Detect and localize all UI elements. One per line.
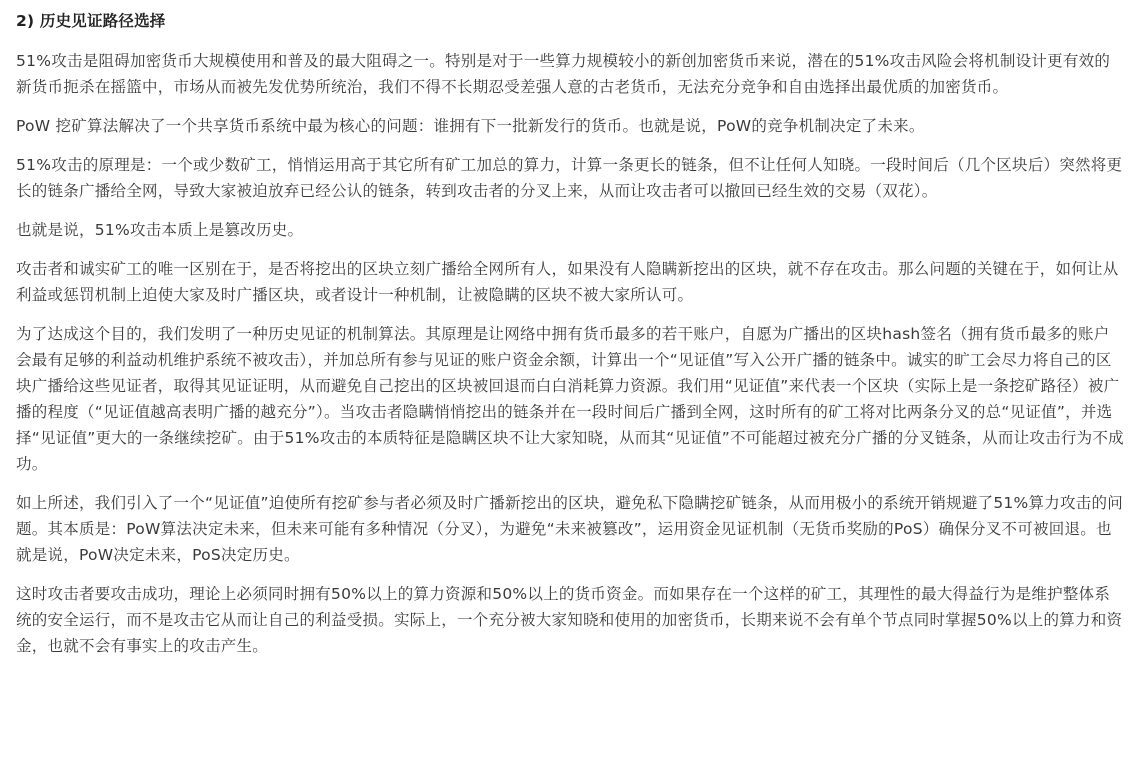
paragraph-witness-mechanism: 为了达成这个目的，我们发明了一种历史见证的机制算法。其原理是让网络中拥有货币最多的若干账户，自愿为广播出的区块hash签名（拥有货币最多的账户会最有足够的利益动机维护系统不被攻击），并加总所有参与见证的账户资金余额，计算出一个“见证值”写入公开广播的链条中。诚实的旷工会尽力将自己的区块广播给这些见证者，取得其见证证明，从而避免自己挖出的区块被回退而白白消耗算力资源。我们用“见证值”来代表一个区块（实际上是一条挖矿路径）被广播的程度（“见证值越高表明广播的越充分”）。当攻击者隐瞒悄悄挖出的链条并在一段时间后广播到全网，这时所有的矿工将对比两条分叉的总“见证值”，并选择“见证值”更大的一条继续挖矿。由于51%攻击的本质特征是隐瞒区块不让大家知晓，从而其“见证值”不可能超过被充分广播的分叉链条，从而让攻击行为不成功。 [16,325,1124,473]
paragraph-pow-decides-future: PoW 挖矿算法解决了一个共享货币系统中最为核心的问题：谁拥有下一批新发行的货币。也就是说，PoW的竞争机制决定了未来。 [16,117,925,135]
paragraph-honest-vs-attacker: 攻击者和诚实矿工的唯一区别在于，是否将挖出的区块立刻广播给全网所有人，如果没有人隐瞒新挖出的区块，就不存在攻击。那么问题的关键在于，如何让从利益或惩罚机制上迫使大家及时广播区块，或者设计一种机制，让被隐瞒的区块不被大家所认可。 [16,260,1119,304]
paragraph-tampering-history: 也就是说，51%攻击本质上是篡改历史。 [16,221,304,239]
paragraph-51-attack-obstacle: 51%攻击是阻碍加密货币大规模使用和普及的最大阻碍之一。特别是对于一些算力规模较小的新创加密货币来说，潜在的51%攻击风险会将机制设计更有效的新货币扼杀在摇篮中，市场从而被先发优势所统治，我们不得不长期忍受差强人意的古老货币，无法充分竞争和自由选择出最优质的加密货币。 [16,52,1111,96]
section-heading: 2) 历史见证路径选择 [16,12,166,30]
paragraph-attack-cost: 这时攻击者要攻击成功，理论上必须同时拥有50%以上的算力资源和50%以上的货币资金。而如果存在一个这样的矿工，其理性的最大得益行为是维护整体系统的安全运行，而不是攻击它从而让自己的利益受损。实际上，一个充分被大家知晓和使用的加密货币，长期来说不会有单个节点同时掌握50%以上的算力和资金，也就不会有事实上的攻击产生。 [16,585,1123,655]
paragraph-attack-principle: 51%攻击的原理是：一个或少数矿工，悄悄运用高于其它所有矿工加总的算力，计算一条更长的链条，但不让任何人知晓。一段时间后（几个区块后）突然将更长的链条广播给全网，导致大家被迫放弃已经公认的链条，转到攻击者的分叉上来，从而让攻击者可以撤回已经生效的交易（双花）。 [16,156,1123,200]
paragraph-summary-pow-pos: 如上所述，我们引入了一个“见证值”迫使所有挖矿参与者必须及时广播新挖出的区块，避免私下隐瞒挖矿链条，从而用极小的系统开销规避了51%算力攻击的问题。其本质是：PoW算法决定未来，但未来可能有多种情况（分叉），为避免“未来被篡改”，运用资金见证机制（无货币奖励的PoS）确保分叉不可被回退。也就是说，PoW决定未来，PoS决定历史。 [16,494,1124,564]
